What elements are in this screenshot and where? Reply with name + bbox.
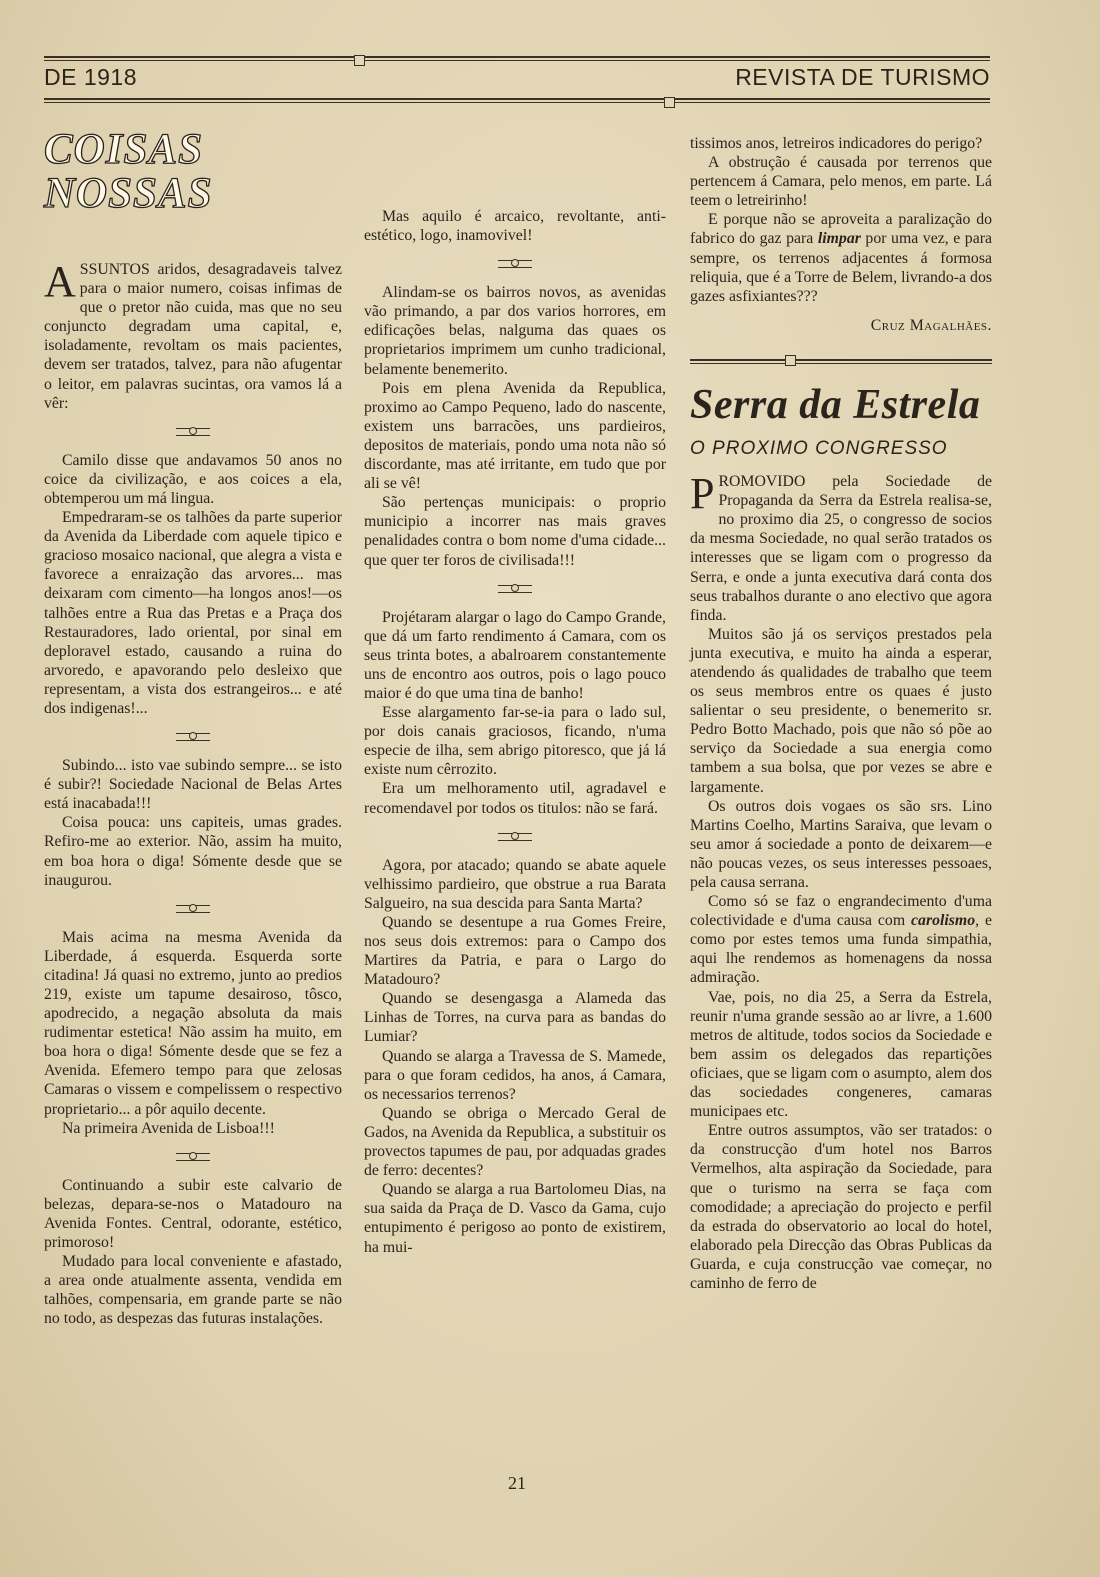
article1-col3-paragraph-3: E porque não se aproveita a paralização do fabrico do gaz para limpar por uma vez, e para sempre, os terrenos adjacentes á formosa reliquia, que é a Torre de Belem, livrando-a dos gazes asfixiantes??? (690, 211, 992, 305)
article2-paragraph-4: Como só se faz o engrandecimento d'uma colectividade e d'uma causa com carolismo, e como por estes temos uma funda simpathia, aqui lhe rendemos as homenagens da nossa admiração. (690, 893, 992, 987)
article2-paragraph-5: Vae, pois, no dia 25, a Serra da Estrela, reunir n'uma grande sessão ao ar livre, a 1.600 metros de altitude, todos socios da Sociedade e bem assim os delegados das repartições oficiaes, que se ligam com o asumpto, alem dos das sociedades congeneres, camaras municipaes etc. (690, 988, 992, 1121)
article1-col2-paragraph-2: Alindam-se os bairros novos, as avenidas vão primando, a par dos varios horrores, em edificações belas, nalguma das quaes os proprietarios imprimem um cunho tradicional, belamente benemerito. (364, 284, 666, 378)
section-separator (44, 413, 342, 451)
article-divider (690, 353, 992, 367)
article1-col3-paragraph-2: A obstrução é causada por terrenos que pertencem á Camara, pelo menos, em parte. Lá teem o letreirinho! (690, 154, 992, 210)
article1-col2-paragraph-5: Projétaram alargar o lago do Campo Grande, que dá um farto rendimento á Camara, com os seus trinta botes, a abalroarem constantemente uns de encontro aos outros, pois o lago pouco maior é do que uma tina de banho! (364, 608, 666, 702)
section-separator (364, 818, 666, 856)
article1-col2-paragraph-4: São pertenças municipais: o proprio municipio a incorrer nas mais graves penalidades contra o bom nome d'uma cidade... que quer ter foros de civilisada!!! (364, 494, 666, 569)
header-magazine-title: REVISTA DE TURISMO (735, 64, 990, 90)
article1-paragraph-4: Subindo... isto vae subindo sempre... se isto é subir?! Sociedade Nacional de Belas Artes está inacabada!!! (44, 757, 342, 813)
column-2 (364, 207, 666, 1257)
article-title-serra-da-estrela: Serra da Estrela (690, 381, 981, 428)
article1-col2-paragraph-8: Agora, por atacado; quando se abate aquele velhissimo pardieiro, que obstrue a rua Barata Salgueiro, na sua descida para Santa Marta? (364, 856, 666, 912)
article1-col2-paragraph-10: Quando se desengasga a Alameda das Linhas de Torres, na curva para as bandas do Lumiar? (364, 990, 666, 1046)
article1-col2-paragraph-13: Quando se alarga a rua Bartolomeu Dias, na sua saida da Praça de D. Vasco da Gama, cujo entupimento é perigoso ao ponto de existirem, ha mui- (364, 1181, 666, 1256)
header-bottom-ornament (664, 97, 675, 108)
section-separator (364, 570, 666, 608)
article1-col2-paragraph-6: Esse alargamento far-se-ia para o lado sul, por dois canais graciosos, ficando, n'uma especie de ilha, sem abrigo pitoresco, que já lá existe num cêrrozito. (364, 704, 666, 779)
article1-col2-paragraph-7: Era um melhoramento util, agradavel e recomendavel por todos os titulos: não se fará. (364, 780, 666, 817)
article1-paragraph-2: Camilo disse que andavamos 50 anos no coice da civilização, e aos coices a ela, obtemperou um má lingua. (44, 451, 342, 507)
article1-signature: Cruz Magalhães. (870, 316, 992, 334)
article1-col2-paragraph-11: Quando se alarga a Travessa de S. Mamede, para o que foram cedidos, ha anos, á Camara, os necessarios terrenos? (364, 1047, 666, 1103)
article1-col2-paragraph-12: Quando se obriga o Mercado Geral de Gados, na Avenida da Republica, a substituir os provectos tapumes de pau, por adquadas grades de ferro: decentes? (364, 1104, 666, 1180)
emphasis-limpar: limpar (817, 230, 861, 248)
article2-paragraph-1: PROMOVIDO pela Sociedade de Propaganda da Serra da Estrela realisa-se, no proximo dia 25, o congresso de socios da mesma Sociedade, no qual serão tratados os interesses que se ligam com o progresso da Serra, e onde a junta executiva dará conta dos seus trabalhos durante o ano electivo que agora finda. (690, 469, 992, 624)
article1-col2-paragraph-1: Mas aquilo é arcaico, revoltante, anti-estético, logo, inamovivel! (364, 208, 666, 245)
article1-col2-paragraph-9: Quando se desentupe a rua Gomes Freire, nos seus dois extremos: para o Campo dos Martires da Patria, e para o Largo do Matadouro? (364, 913, 666, 989)
article1-col3-paragraph-1: tissimos anos, letreiros indicadores do perigo? (690, 135, 983, 152)
column-3 (690, 134, 992, 1293)
article-title-coisas-nossas: COISAS NOSSAS (44, 126, 213, 217)
section-separator (44, 890, 342, 928)
section-separator (44, 1138, 342, 1176)
article1-paragraph-8: Continuando a subir este calvario de belezas, depara-se-nos o Matadouro na Avenida Fontes. Central, odorante, estético, primoroso! (44, 1176, 342, 1252)
article1-paragraph-7: Na primeira Avenida de Lisboa!!! (62, 1119, 275, 1137)
emphasis-carolismo: carolismo (911, 912, 976, 930)
column-1 (44, 128, 342, 1329)
header-top-rule (44, 56, 990, 61)
article1-paragraph-6: Mais acima na mesma Avenida da Liberdade, á esquerda. Esquerda sorte citadina! Já quasi no extremo, junto ao predios 219, existe um tapume desairoso, tôsco, apodrecido, a negação absoluta da mais rudimentar estetica! Não assim ha muito, em boa hora o diga! Sómente desde que se fez a Avenida. Efemero tempo para que zelosas Camaras o vissem e compelissem o respectivo proprietario... a pôr aquilo decente. (44, 928, 342, 1118)
article2-paragraph-3: Os outros dois vogaes os são srs. Lino Martins Coelho, Martins Saraiva, que levam o seu amor á sociedade a ponto de deixarem—e não poucas vezes, os seus interesses pessoaes, pela causa serrana. (690, 797, 992, 891)
article2-subtitle: O PROXIMO CONGRESSO (690, 437, 948, 459)
dropcap-a: A (44, 257, 76, 306)
article1-paragraph-1: ASSUNTOS aridos, desagradaveis talvez para o maior numero, coisas infimas de que o pretor não cuida, mas que no seu conjuncto degradam uma capital, e, isoladamente, revoltam os mais pacientes, devem ser tratados, talvez, para não afugentar o leitor, em palavras sucintas, ora vamos lá a vêr: (44, 257, 342, 412)
article1-paragraph-3: Empedraram-se os talhões da parte superior da Avenida da Liberdade com aquele tipico e gracioso mosaico nacional, que alegra a vista e favorece a enraização das arvores... mas deixaram com cimento—ha longos anos!—os talhões entre a Rua das Pretas e a Praça dos Restauradores, lado oriental, por sinal em deploravel estado, causando a ruina do arvoredo, e apavorando pelo desleixo que representam, a vista dos estrangeiros... e até dos indigenas!... (44, 509, 342, 717)
article2-paragraph-6: Entre outros assumptos, vão ser tratados: o da construcção d'um hotel nos Barros Vermelhos, alta aspiração da Sociedade, para que o turismo na serra se faça com comodidade; a apreciação do projecto e perfil da estrada do observatorio ao local do hotel, elaborado pela Direcção das Obras Publicas da Guarda, e cuja construcção vae começar, no caminho de ferro de (690, 1122, 992, 1292)
header-bottom-rule (44, 98, 990, 103)
article1-paragraph-5: Coisa pouca: uns capiteis, umas grades. Refiro-me ao exterior. Não, assim ha muito, em boa hora o diga! Sómente desde que se inaugurou. (44, 814, 342, 889)
article1-col2-paragraph-3: Pois em plena Avenida da Republica, proximo ao Campo Pequeno, lado do nascente, existem uns barracões, uns pardieiros, depositos de materiais, pondo uma nota não só discordante, mas até irritante, em tudo que por ali se vê! (364, 379, 666, 493)
article1-paragraph-9: Mudado para local conveniente e afastado, a area onde atualmente assenta, vendida em talhões, compensaria, em grande parte se não no todo, as despezas das futuras instalações. (44, 1253, 342, 1328)
page-number: 21 (508, 1473, 526, 1493)
article2-paragraph-2: Muitos são já os serviços prestados pela junta executiva, e muito ha ainda a esperar, atendendo ás qualidades de trabalho que teem os seus membros entre os quaes é justo salientar o seu presidente, o benemerito sr. Pedro Botto Machado, pois que não só põe ao serviço da Sociedade a sua energia como tambem a sua bolsa, que por vezes se abre e largamente. (690, 625, 992, 796)
header-top-ornament (354, 55, 365, 66)
section-separator (364, 245, 666, 283)
header-date: DE 1918 (44, 64, 138, 90)
section-separator (44, 718, 342, 756)
dropcap-p: P (690, 469, 715, 519)
